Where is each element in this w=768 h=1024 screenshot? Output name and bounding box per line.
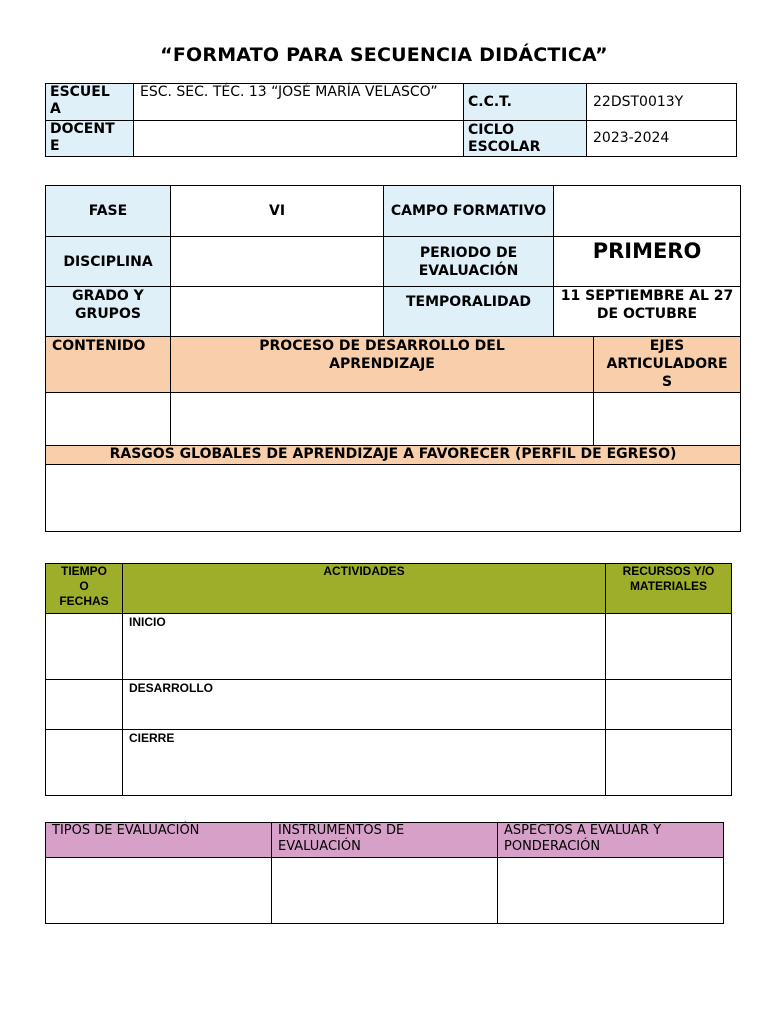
campo-formativo-value[interactable]: [554, 186, 741, 237]
campo-formativo-label: CAMPO FORMATIVO: [384, 186, 554, 237]
cierre-recursos-cell[interactable]: [606, 730, 732, 796]
aspectos-cell[interactable]: [498, 858, 724, 924]
docente-label: DOCENT E: [46, 121, 134, 157]
tipos-evaluacion-header: TIPOS DE EVALUACIÓN: [46, 823, 272, 858]
contenido-cell[interactable]: [46, 393, 171, 446]
aspectos-header: ASPECTOS A EVALUAR Y PONDERACIÓN: [498, 823, 724, 858]
inicio-recursos-cell[interactable]: [606, 614, 732, 680]
ejes-cell[interactable]: [594, 393, 741, 446]
tiempo-header: TIEMPO O FECHAS: [46, 564, 123, 614]
evaluation-table: [45, 822, 724, 924]
ciclo-value[interactable]: 2023-2024: [587, 121, 737, 157]
activities-table: [45, 563, 732, 796]
escuela-value[interactable]: ESC. SEC. TÉC. 13 “JOSÉ MARÍA VELASCO”: [134, 84, 464, 121]
ciclo-label: CICLO ESCOLAR: [464, 121, 587, 157]
docente-value[interactable]: [134, 121, 464, 157]
cierre-cell[interactable]: CIERRE: [123, 730, 606, 796]
periodo-label: PERIODO DE EVALUACIÓN: [384, 237, 554, 287]
rasgos-cell[interactable]: [46, 465, 741, 532]
inicio-cell[interactable]: INICIO: [123, 614, 606, 680]
disciplina-label: DISCIPLINA: [46, 237, 171, 287]
actividades-header: ACTIVIDADES: [123, 564, 606, 614]
school-info-table: [45, 83, 737, 157]
escuela-label: ESCUEL A: [46, 84, 134, 121]
temporalidad-value[interactable]: 11 SEPTIEMBRE AL 27 DE OCTUBRE: [554, 287, 741, 337]
disciplina-value[interactable]: [171, 237, 384, 287]
grado-label: GRADO Y GRUPOS: [46, 287, 171, 337]
instrumentos-cell[interactable]: [272, 858, 498, 924]
proceso-header: PROCESO DE DESARROLLO DEL APRENDIZAJE: [171, 337, 594, 393]
inicio-tiempo-cell[interactable]: [46, 614, 123, 680]
grado-value[interactable]: [171, 287, 384, 337]
temporalidad-label: TEMPORALIDAD: [384, 287, 554, 337]
recursos-header: RECURSOS Y/O MATERIALES: [606, 564, 732, 614]
fase-label: FASE: [46, 186, 171, 237]
planning-table: [45, 185, 741, 532]
proceso-cell[interactable]: [171, 393, 594, 446]
desarrollo-tiempo-cell[interactable]: [46, 680, 123, 730]
tipos-evaluacion-cell[interactable]: [46, 858, 272, 924]
cct-value[interactable]: 22DST0013Y: [587, 84, 737, 121]
ejes-header: EJES ARTICULADORE S: [594, 337, 741, 393]
document-title: “FORMATO PARA SECUENCIA DIDÁCTICA”: [160, 44, 608, 66]
desarrollo-recursos-cell[interactable]: [606, 680, 732, 730]
cct-label: C.C.T.: [464, 84, 587, 121]
instrumentos-header: INSTRUMENTOS DE EVALUACIÓN: [272, 823, 498, 858]
fase-value[interactable]: VI: [171, 186, 384, 237]
rasgos-header: RASGOS GLOBALES DE APRENDIZAJE A FAVORECER (PERFIL DE EGRESO): [46, 446, 741, 465]
contenido-header: CONTENIDO: [46, 337, 171, 393]
cierre-tiempo-cell[interactable]: [46, 730, 123, 796]
desarrollo-cell[interactable]: DESARROLLO: [123, 680, 606, 730]
periodo-value[interactable]: PRIMERO: [554, 237, 741, 287]
